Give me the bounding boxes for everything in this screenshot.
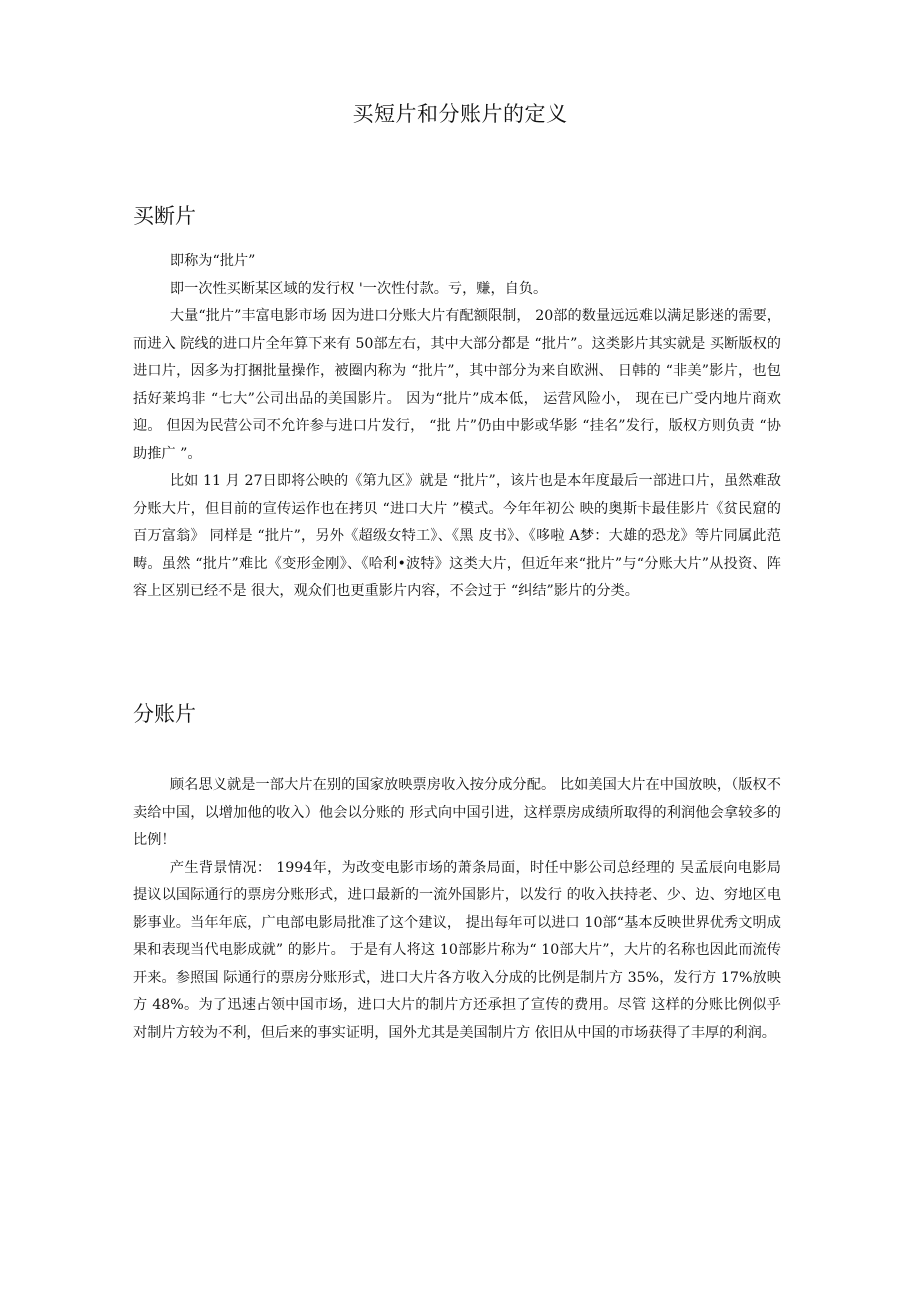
section-heading-buyout: 买断片: [133, 204, 196, 228]
paragraph: 大量“批片”丰富电影市场 因为进口分账大片有配额限制， 20部的数量远远难以满足影迷的需要，而进入 院线的进口片全年算下来有 50部左右，其中大部分都是 “批片”。这类影片其实就是 买断版权的进口片，因多为打捆批量操作，被圈内称为 “批片”，其中部分为来自欧洲、 日韩的 “非美”影片，也包括好莱坞非 “七大”公司出品的美国影片。 因为“批片”成本低， 运营风险小， 现在已广受内地片商欢迎。 但因为民营公司不允许参与进口片发行， “批 片”仍由中影或华影 “挂名”发行，版权方则负责 “协助推广 ”。: [133, 308, 781, 462]
paragraph: 比如 11 月 27日即将公映的《第九区》就是 “批片”，该片也是本年度最后一部进口片，虽然难敌分账大片，但目前的宣传运作也在拷贝 “进口大片 ”模式。今年年初公 映的奥斯卡最佳影片《贫民窟的百万富翁》 同样是 “批片”，另外《超级女特工》、《黑 皮书》、《哆啦 A梦：大雄的恐龙》等片同属此范畴。虽然 “批片”难比《变形金刚》、《哈利•波特》这类大片，但近年来“批片”与“分账大片”从投资、阵容上区别已经不是 很大，观众们也更重影片内容，不会过于 “纠结”影片的分类。: [133, 473, 781, 599]
paragraph: 顾名思义就是一部大片在别的国家放映票房收入按分成分配。 比如美国大片在中国放映，（版权不卖给中国，以增加他的收入）他会以分账的 形式向中国引进，这样票房成绩所取得的利润他会拿较多的比例！: [133, 777, 781, 848]
document-title: 买短片和分账片的定义: [352, 102, 568, 126]
paragraph: 即称为“批片”: [169, 253, 256, 269]
paragraph: 即一次性买断某区域的发行权 '一次性付款。亏，赚，自负。: [169, 280, 548, 297]
section-heading-revenue-share: 分账片: [133, 702, 196, 726]
section-body-revenue-share: [133, 772, 781, 1047]
section-body-buyout: [133, 248, 781, 606]
paragraph: 产生背景情况： 1994年，为改变电影市场的萧条局面，时任中影公司总经理的 吴孟辰向电影局提议以国际通行的票房分账形式，进口最新的一流外国影片，以发行 的收入扶持老、少、边、穷地区电影事业。当年年底，广电部电影局批准了这个建议， 提出每年可以进口 10部“基本反映世界优秀文明成果和表现当代电影成就” 的影片。 于是有人将这 10部影片称为“ 10部大片”，大片的名称也因此而流传开来。参照国 际通行的票房分账形式，进口大片各方收入分成的比例是制片方 35%，发行方 17%放映方 48%。为了迅速占领中国市场，进口大片的制片方还承担了宣传的费用。尽管 这样的分账比例似乎对制片方较为不利，但后来的事实证明，国外尤其是美国制片方 依旧从中国的市场获得了丰厚的利润。: [133, 859, 781, 1041]
